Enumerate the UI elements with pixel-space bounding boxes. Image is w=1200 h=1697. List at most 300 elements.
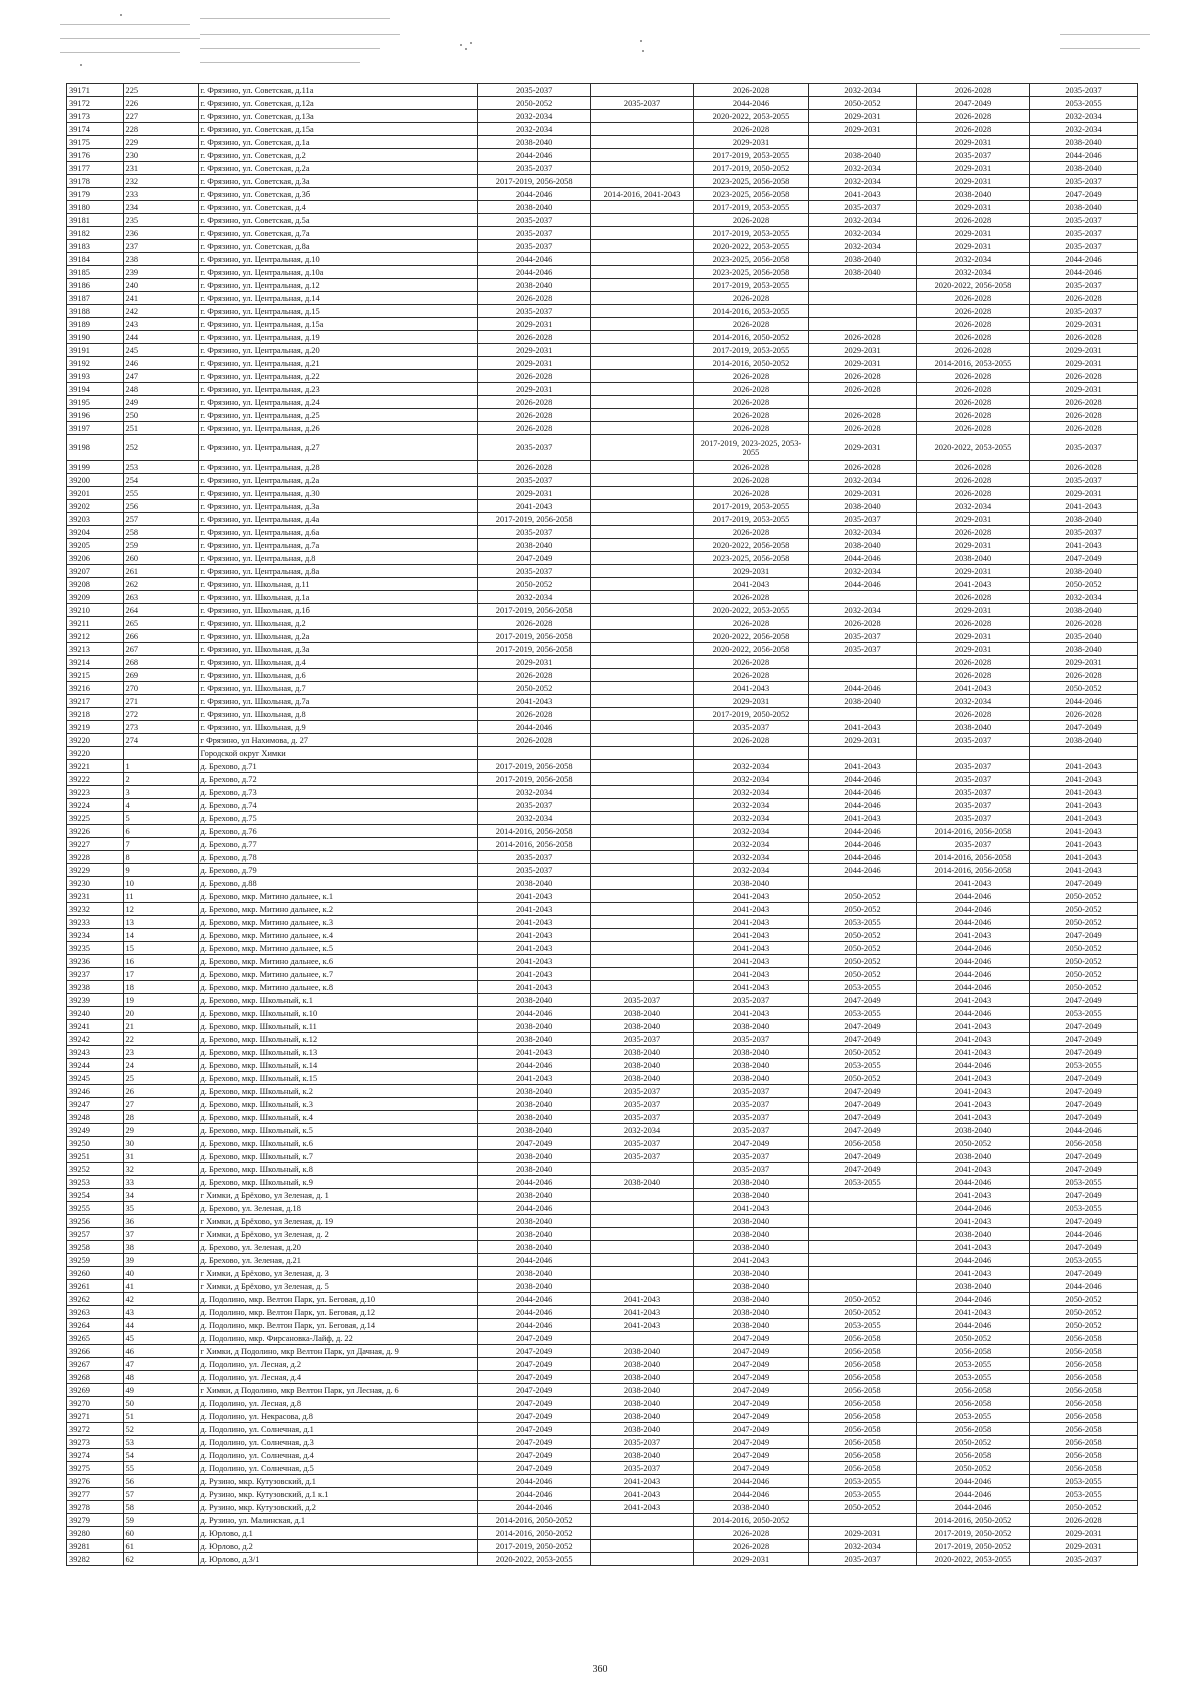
period-6-cell: 2044-2046 [1030,1124,1138,1137]
item-number-cell: 250 [123,409,198,422]
period-1-cell: 2038-2040 [478,877,591,890]
period-3-cell: 2017-2019, 2053-2055 [693,500,808,513]
period-5-cell: 2041-2043 [916,929,1029,942]
period-1-cell: 2017-2019, 2056-2058 [478,630,591,643]
period-4-cell: 2026-2028 [809,617,917,630]
period-6-cell: 2050-2052 [1030,968,1138,981]
period-1-cell: 2035-2037 [478,84,591,97]
period-5-cell: 2029-2031 [916,136,1029,149]
item-number-cell: 26 [123,1085,198,1098]
item-number-cell: 31 [123,1150,198,1163]
period-5-cell: 2038-2040 [916,1280,1029,1293]
item-number-cell: 245 [123,344,198,357]
address-cell: д. Брехово, д.88 [198,877,478,890]
period-2-cell [591,747,694,760]
table-row [67,890,1138,903]
row-id-cell: 39172 [67,97,124,110]
period-4-cell: 2044-2046 [809,838,917,851]
item-number-cell: 246 [123,357,198,370]
row-id-cell: 39209 [67,591,124,604]
period-4-cell: 2056-2058 [809,1371,917,1384]
table-row [67,1046,1138,1059]
period-2-cell: 2038-2040 [591,1397,694,1410]
period-2-cell [591,370,694,383]
period-4-cell [809,669,917,682]
period-1-cell: 2044-2046 [478,1176,591,1189]
period-6-cell: 2053-2055 [1030,97,1138,110]
period-4-cell: 2029-2031 [809,110,917,123]
period-6-cell: 2050-2052 [1030,1306,1138,1319]
period-5-cell: 2050-2052 [916,1436,1029,1449]
period-4-cell: 2047-2049 [809,994,917,1007]
address-cell: г Химки, д Подолино, мкр Велтон Парк, ул Дачная, д. 9 [198,1345,478,1358]
address-cell: г. Фрязино, ул. Центральная, д.22 [198,370,478,383]
period-6-cell: 2041-2043 [1030,825,1138,838]
period-3-cell: 2017-2019, 2053-2055 [693,513,808,526]
period-6-cell: 2029-2031 [1030,656,1138,669]
item-number-cell: 232 [123,175,198,188]
period-1-cell: 2026-2028 [478,331,591,344]
row-id-cell: 39184 [67,253,124,266]
scan-header-artifacts [60,4,1150,74]
period-1-cell: 2050-2052 [478,682,591,695]
period-5-cell: 2056-2058 [916,1345,1029,1358]
period-5-cell: 2026-2028 [916,487,1029,500]
table-row [67,565,1138,578]
row-id-cell: 39213 [67,643,124,656]
period-3-cell: 2044-2046 [693,97,808,110]
period-3-cell: 2041-2043 [693,968,808,981]
table-row [67,877,1138,890]
period-3-cell: 2023-2025, 2056-2058 [693,253,808,266]
period-5-cell: 2044-2046 [916,1176,1029,1189]
period-6-cell: 2038-2040 [1030,604,1138,617]
item-number-cell: 54 [123,1449,198,1462]
address-cell: г. Фрязино, ул. Центральная, д.21 [198,357,478,370]
period-4-cell: 2050-2052 [809,97,917,110]
table-row [67,1150,1138,1163]
period-5-cell: 2044-2046 [916,968,1029,981]
period-2-cell [591,1514,694,1527]
item-number-cell: 273 [123,721,198,734]
period-6-cell: 2035-2037 [1030,526,1138,539]
period-4-cell: 2056-2058 [809,1410,917,1423]
period-4-cell: 2044-2046 [809,786,917,799]
row-id-cell: 39257 [67,1228,124,1241]
period-5-cell: 2041-2043 [916,1215,1029,1228]
period-5-cell: 2026-2028 [916,474,1029,487]
table-row [67,669,1138,682]
period-2-cell: 2041-2043 [591,1319,694,1332]
period-1-cell: 2026-2028 [478,669,591,682]
item-number-cell: 235 [123,214,198,227]
period-6-cell: 2050-2052 [1030,890,1138,903]
row-id-cell: 39224 [67,799,124,812]
period-4-cell [809,656,917,669]
item-number-cell: 48 [123,1371,198,1384]
row-id-cell: 39200 [67,474,124,487]
period-5-cell: 2014-2016, 2056-2058 [916,864,1029,877]
period-1-cell: 2044-2046 [478,1319,591,1332]
period-5-cell: 2038-2040 [916,188,1029,201]
period-1-cell: 2026-2028 [478,422,591,435]
period-2-cell [591,357,694,370]
period-5-cell: 2029-2031 [916,565,1029,578]
period-6-cell: 2026-2028 [1030,461,1138,474]
period-5-cell: 2026-2028 [916,84,1029,97]
period-1-cell: 2044-2046 [478,1059,591,1072]
period-3-cell: 2038-2040 [693,1020,808,1033]
address-cell: г. Фрязино, ул. Центральная, д.8а [198,565,478,578]
period-1-cell: 2029-2031 [478,383,591,396]
table-row [67,1462,1138,1475]
period-2-cell [591,1540,694,1553]
period-4-cell [809,1228,917,1241]
address-cell: г. Фрязино, ул. Школьная, д.8 [198,708,478,721]
period-5-cell: 2026-2028 [916,617,1029,630]
table-row [67,851,1138,864]
period-3-cell: 2029-2031 [693,565,808,578]
period-4-cell: 2050-2052 [809,942,917,955]
period-1-cell: 2029-2031 [478,318,591,331]
period-4-cell [809,1280,917,1293]
period-1-cell: 2017-2019, 2050-2052 [478,1540,591,1553]
table-row [67,474,1138,487]
item-number-cell: 244 [123,331,198,344]
item-number-cell: 259 [123,539,198,552]
period-4-cell: 2047-2049 [809,1033,917,1046]
row-id-cell: 39197 [67,422,124,435]
period-3-cell: 2044-2046 [693,1475,808,1488]
item-number-cell: 11 [123,890,198,903]
address-cell: д. Брехово, д.73 [198,786,478,799]
period-3-cell: 2038-2040 [693,1319,808,1332]
row-id-cell: 39253 [67,1176,124,1189]
table-row [67,578,1138,591]
period-6-cell: 2047-2049 [1030,877,1138,890]
address-cell: г Химки, д Брёхово, ул Зеленая, д. 1 [198,1189,478,1202]
row-id-cell: 39233 [67,916,124,929]
period-3-cell: 2026-2028 [693,656,808,669]
table-row [67,1033,1138,1046]
period-6-cell: 2029-2031 [1030,1527,1138,1540]
period-5-cell: 2014-2016, 2050-2052 [916,1514,1029,1527]
period-1-cell: 2044-2046 [478,253,591,266]
period-4-cell: 2047-2049 [809,1150,917,1163]
period-3-cell: 2041-2043 [693,929,808,942]
address-cell: г. Фрязино, ул. Центральная, д.26 [198,422,478,435]
address-cell: г. Фрязино, ул. Центральная, д.28 [198,461,478,474]
row-id-cell: 39205 [67,539,124,552]
table-row [67,1397,1138,1410]
row-id-cell: 39192 [67,357,124,370]
period-3-cell: 2026-2028 [693,318,808,331]
period-4-cell: 2041-2043 [809,760,917,773]
period-2-cell: 2038-2040 [591,1059,694,1072]
period-2-cell [591,214,694,227]
address-cell: г. Фрязино, ул. Центральная, д.23 [198,383,478,396]
address-cell: д. Брехово, мкр. Школьный, к.13 [198,1046,478,1059]
item-number-cell: 243 [123,318,198,331]
period-6-cell: 2056-2058 [1030,1345,1138,1358]
period-2-cell [591,708,694,721]
period-3-cell: 2026-2028 [693,734,808,747]
period-1-cell: 2047-2049 [478,1397,591,1410]
period-2-cell [591,890,694,903]
period-4-cell: 2044-2046 [809,552,917,565]
period-2-cell [591,422,694,435]
period-3-cell: 2032-2034 [693,760,808,773]
table-row [67,1293,1138,1306]
period-6-cell: 2032-2034 [1030,123,1138,136]
period-2-cell [591,1527,694,1540]
table-row [67,266,1138,279]
period-2-cell: 2038-2040 [591,1007,694,1020]
period-1-cell: 2026-2028 [478,461,591,474]
period-6-cell: 2053-2055 [1030,1475,1138,1488]
period-6-cell: 2038-2040 [1030,643,1138,656]
period-3-cell: 2014-2016, 2050-2052 [693,331,808,344]
table-row [67,1059,1138,1072]
address-cell: д. Подолино, мкр. Велтон Парк, ул. Беговая, д.10 [198,1293,478,1306]
row-id-cell: 39188 [67,305,124,318]
period-2-cell [591,669,694,682]
address-cell: д. Брехово, д.76 [198,825,478,838]
period-6-cell: 2035-2037 [1030,305,1138,318]
period-5-cell: 2041-2043 [916,1072,1029,1085]
period-6-cell: 2041-2043 [1030,760,1138,773]
period-3-cell: 2026-2028 [693,591,808,604]
period-1-cell: 2050-2052 [478,578,591,591]
address-cell: д. Брехово, мкр. Митино дальнее, к.5 [198,942,478,955]
address-cell: д. Юрлово, д.3/1 [198,1553,478,1566]
period-5-cell: 2026-2028 [916,110,1029,123]
period-6-cell: 2050-2052 [1030,682,1138,695]
item-number-cell: 229 [123,136,198,149]
address-cell: д. Подолино, ул. Лесная, д.2 [198,1358,478,1371]
item-number-cell: 236 [123,227,198,240]
row-id-cell: 39219 [67,721,124,734]
period-5-cell: 2044-2046 [916,955,1029,968]
period-6-cell: 2056-2058 [1030,1332,1138,1345]
period-6-cell: 2029-2031 [1030,318,1138,331]
table-row [67,344,1138,357]
row-id-cell: 39212 [67,630,124,643]
row-id-cell: 39251 [67,1150,124,1163]
item-number-cell: 226 [123,97,198,110]
period-5-cell: 2026-2028 [916,305,1029,318]
period-4-cell: 2050-2052 [809,1306,917,1319]
address-cell: г. Фрязино, ул. Центральная, д.6а [198,526,478,539]
period-1-cell: 2026-2028 [478,617,591,630]
period-5-cell: 2026-2028 [916,591,1029,604]
period-4-cell: 2026-2028 [809,409,917,422]
period-6-cell: 2047-2049 [1030,929,1138,942]
period-6-cell: 2047-2049 [1030,1020,1138,1033]
table-row [67,1371,1138,1384]
row-id-cell: 39270 [67,1397,124,1410]
row-id-cell: 39181 [67,214,124,227]
address-cell: д. Брехово, ул. Зеленая, д.18 [198,1202,478,1215]
row-id-cell: 39282 [67,1553,124,1566]
period-3-cell: 2047-2049 [693,1137,808,1150]
period-1-cell: 2047-2049 [478,1371,591,1384]
period-3-cell: 2041-2043 [693,890,808,903]
table-row [67,1124,1138,1137]
period-1-cell: 2035-2037 [478,162,591,175]
period-1-cell: 2047-2049 [478,1462,591,1475]
item-number-cell: 53 [123,1436,198,1449]
period-6-cell: 2029-2031 [1030,487,1138,500]
period-2-cell: 2038-2040 [591,1449,694,1462]
table-row [67,1436,1138,1449]
item-number-cell: 25 [123,1072,198,1085]
period-1-cell: 2044-2046 [478,1293,591,1306]
table-row [67,1345,1138,1358]
period-2-cell [591,253,694,266]
page-number: 360 [592,1664,608,1675]
row-id-cell: 39187 [67,292,124,305]
period-2-cell [591,526,694,539]
item-number-cell: 19 [123,994,198,1007]
address-cell: д. Подолино, ул. Лесная, д.4 [198,1371,478,1384]
period-4-cell: 2056-2058 [809,1384,917,1397]
item-number-cell: 268 [123,656,198,669]
period-6-cell: 2035-2037 [1030,1553,1138,1566]
table-row [67,422,1138,435]
item-number-cell: 238 [123,253,198,266]
period-1-cell: 2035-2037 [478,435,591,461]
period-4-cell: 2029-2031 [809,487,917,500]
address-cell: г. Фрязино, ул. Центральная, д.2а [198,474,478,487]
item-number-cell: 269 [123,669,198,682]
table-row [67,1267,1138,1280]
period-1-cell: 2035-2037 [478,864,591,877]
period-2-cell [591,656,694,669]
period-2-cell [591,864,694,877]
address-cell: г. Фрязино, ул. Школьная, д.7а [198,695,478,708]
period-4-cell: 2050-2052 [809,1046,917,1059]
period-1-cell: 2026-2028 [478,396,591,409]
period-6-cell: 2047-2049 [1030,1267,1138,1280]
item-number-cell: 267 [123,643,198,656]
address-cell: д. Брехово, мкр. Митино дальнее, к.7 [198,968,478,981]
period-2-cell: 2035-2037 [591,994,694,1007]
period-2-cell [591,123,694,136]
period-1-cell: 2050-2052 [478,97,591,110]
period-2-cell [591,682,694,695]
table-row [67,123,1138,136]
period-6-cell: 2038-2040 [1030,513,1138,526]
item-number-cell: 52 [123,1423,198,1436]
address-cell: г. Фрязино, ул. Центральная, д.15а [198,318,478,331]
period-2-cell: 2038-2040 [591,1358,694,1371]
period-1-cell: 2026-2028 [478,734,591,747]
period-6-cell: 2047-2049 [1030,1072,1138,1085]
item-number-cell: 255 [123,487,198,500]
period-6-cell: 2053-2055 [1030,1202,1138,1215]
row-id-cell: 39180 [67,201,124,214]
item-number-cell: 58 [123,1501,198,1514]
period-5-cell: 2053-2055 [916,1410,1029,1423]
row-id-cell: 39185 [67,266,124,279]
period-2-cell [591,279,694,292]
address-cell: д. Подолино, ул. Солнечная, д.4 [198,1449,478,1462]
item-number-cell: 3 [123,786,198,799]
item-number-cell: 270 [123,682,198,695]
table-row [67,1488,1138,1501]
address-cell: г. Фрязино, ул. Школьная, д.2а [198,630,478,643]
row-id-cell: 39194 [67,383,124,396]
table-row [67,214,1138,227]
period-6-cell: 2035-2037 [1030,279,1138,292]
row-id-cell: 39218 [67,708,124,721]
table-row [67,643,1138,656]
period-3-cell: 2041-2043 [693,1007,808,1020]
period-1-cell: 2038-2040 [478,994,591,1007]
period-1-cell: 2017-2019, 2056-2058 [478,760,591,773]
address-cell: д. Подолино, мкр. Фирсановка-Лайф, д. 22 [198,1332,478,1345]
period-3-cell: 2038-2040 [693,1280,808,1293]
period-6-cell: 2038-2040 [1030,565,1138,578]
period-4-cell: 2050-2052 [809,955,917,968]
table-row [67,929,1138,942]
period-5-cell: 2020-2022, 2056-2058 [916,279,1029,292]
item-number-cell: 20 [123,1007,198,1020]
period-5-cell: 2026-2028 [916,318,1029,331]
period-2-cell: 2038-2040 [591,1410,694,1423]
table-row [67,1514,1138,1527]
period-6-cell: 2038-2040 [1030,136,1138,149]
period-5-cell: 2038-2040 [916,1228,1029,1241]
row-id-cell: 39260 [67,1267,124,1280]
row-id-cell: 39255 [67,1202,124,1215]
period-2-cell: 2041-2043 [591,1306,694,1319]
table-row [67,526,1138,539]
item-number-cell: 227 [123,110,198,123]
period-5-cell: 2038-2040 [916,1124,1029,1137]
row-id-cell: 39217 [67,695,124,708]
period-6-cell: 2056-2058 [1030,1436,1138,1449]
item-number-cell: 272 [123,708,198,721]
address-cell: г. Фрязино, ул. Советская, д.15а [198,123,478,136]
period-2-cell: 2014-2016, 2041-2043 [591,188,694,201]
period-4-cell: 2035-2037 [809,630,917,643]
table-row [67,630,1138,643]
period-3-cell: 2026-2028 [693,84,808,97]
period-1-cell: 2017-2019, 2056-2058 [478,513,591,526]
period-3-cell: 2041-2043 [693,903,808,916]
period-3-cell: 2020-2022, 2053-2055 [693,110,808,123]
period-2-cell: 2038-2040 [591,1423,694,1436]
item-number-cell: 10 [123,877,198,890]
address-cell: г. Фрязино, ул. Советская, д.3а [198,175,478,188]
period-1-cell: 2044-2046 [478,1475,591,1488]
row-id-cell: 39279 [67,1514,124,1527]
period-3-cell: 2017-2019, 2050-2052 [693,162,808,175]
table-row [67,136,1138,149]
period-4-cell: 2053-2055 [809,916,917,929]
period-3-cell: 2029-2031 [693,695,808,708]
row-id-cell: 39234 [67,929,124,942]
period-6-cell: 2044-2046 [1030,149,1138,162]
period-4-cell: 2032-2034 [809,240,917,253]
period-6-cell: 2047-2049 [1030,1189,1138,1202]
row-id-cell: 39171 [67,84,124,97]
table-row [67,1527,1138,1540]
item-number-cell: 16 [123,955,198,968]
row-id-cell: 39182 [67,227,124,240]
